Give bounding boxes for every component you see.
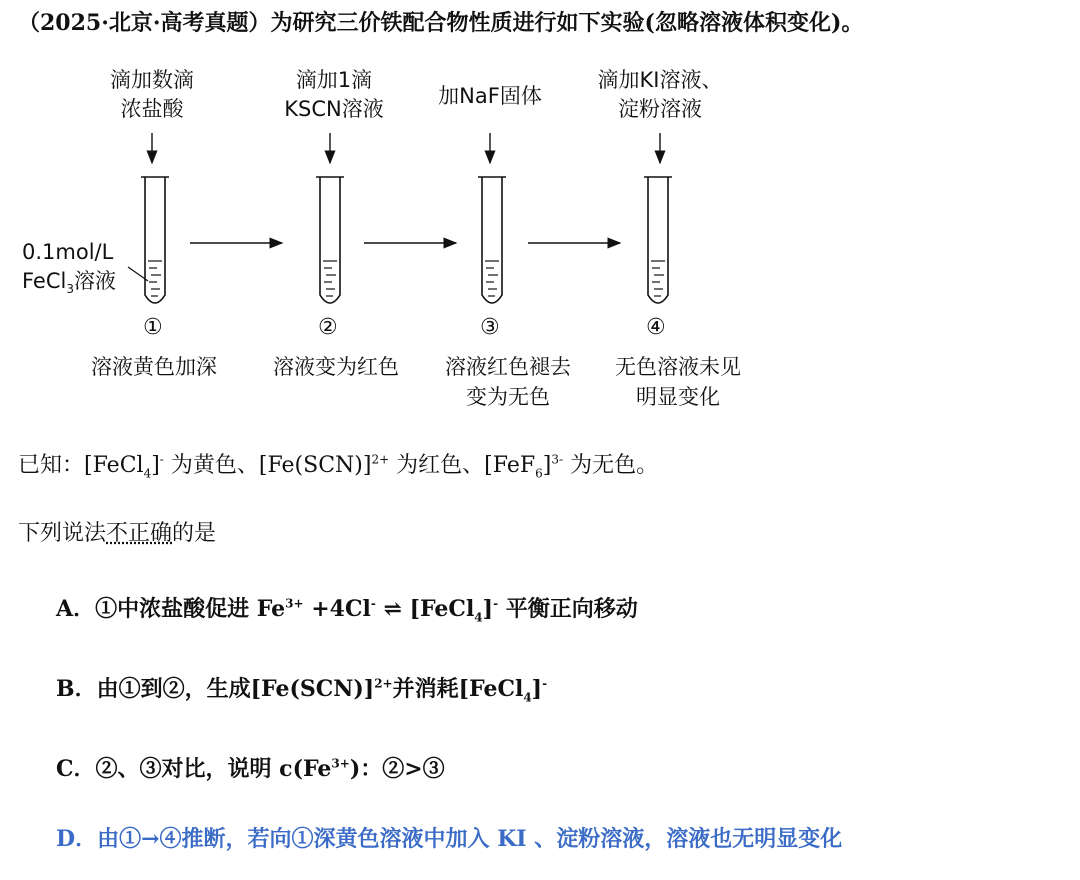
option-c[interactable]: C．②、③对比，说明 $c(Fe^{3+})$：②>③ [56,756,445,782]
reagent-label-2: 滴加1滴 KSCN溶液 [284,68,384,121]
solution-label: 0.1mol/L FeCl$_3$溶液 [22,240,116,297]
question-stem: 下列说法不正确的是 [18,521,217,546]
question-title: （2025·北京·高考真题）为研究三价铁配合物性质进行如下实验(忽略溶液体积变化)。 [18,10,864,36]
step-number-4: ④ [646,315,666,340]
reagent-label-1: 滴加数滴 浓盐酸 [110,68,194,121]
step-number-1: ① [143,315,163,340]
known-info: 已知：[FeCl$_4$]- 为黄色、$[Fe(SCN)]^{2+}$ 为红色、$[FeF_6]^{3-}$ 为无色。 [18,452,659,481]
reagent-label-3: 加NaF固体 [438,84,542,108]
option-a[interactable]: A．①中浓盐酸促进 $Fe^{3+} +4Cl^-$ ⇌ [FeCl$_4$]- 平衡正向移动 [56,596,638,625]
option-b[interactable]: B．由①到②，生成$[Fe(SCN)]^{2+}$并消耗[FeCl$_4$]- [56,676,548,705]
test-tube-3 [478,177,506,303]
step-number-2: ② [318,315,338,340]
test-tube-1 [141,177,169,303]
observation-4: 无色溶液未见 明显变化 [615,355,741,409]
test-tube-2 [316,177,344,303]
apparatus-diagram [0,125,800,320]
test-tube-4 [644,177,672,303]
observation-1: 溶液黄色加深 [91,355,217,379]
option-d[interactable]: D．由①→④推断，若向①深黄色溶液中加入 KI 、淀粉溶液，溶液也无明显变化 [56,826,843,852]
step-number-3: ③ [480,315,500,340]
observation-2: 溶液变为红色 [273,355,399,379]
reagent-label-4: 滴加KI溶液、 淀粉溶液 [597,68,723,121]
observation-3: 溶液红色褪去 变为无色 [445,355,571,409]
